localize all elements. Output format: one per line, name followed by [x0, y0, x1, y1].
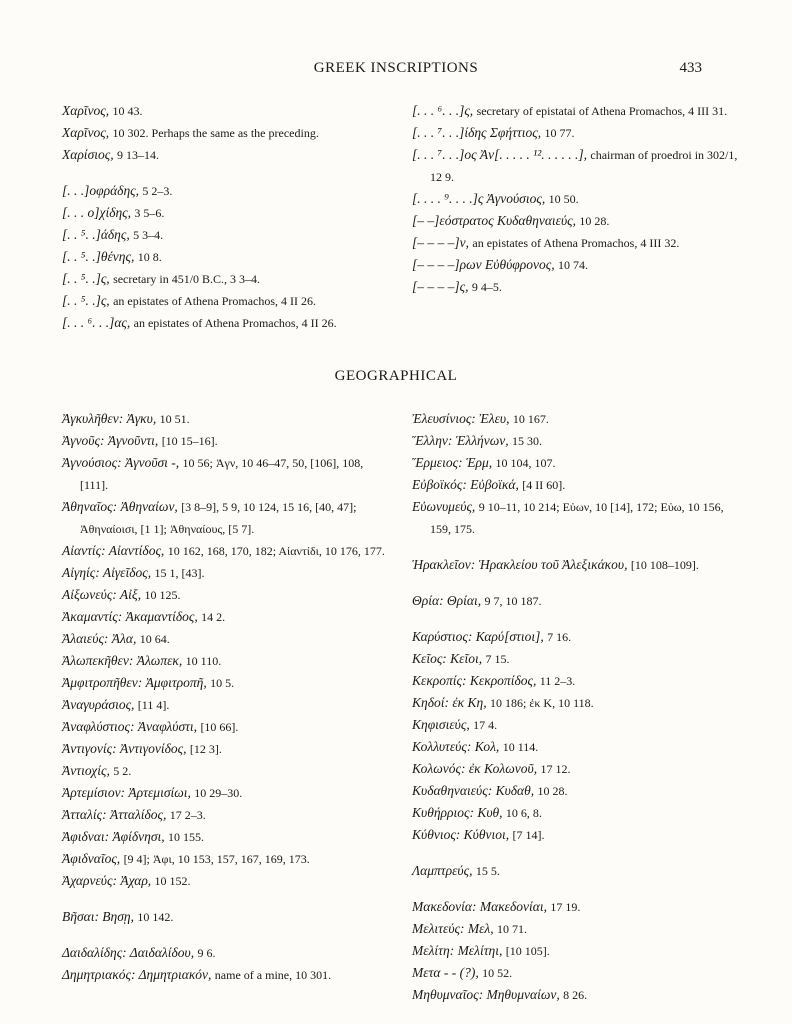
index-entry	[412, 210, 742, 232]
entry-headword: Ἀρτεμίσιον: Ἀρτεμισίωι,	[62, 785, 191, 800]
entry-headword: Κυθήρριος: Κυθ,	[412, 805, 503, 820]
entry-headword: [. . ⁵. .]θένης,	[62, 249, 135, 264]
index-entry	[62, 246, 392, 268]
entry-headword: Χαρῖνος,	[62, 125, 110, 140]
section-heading-geographical: GEOGRAPHICAL	[334, 368, 458, 384]
index-entry	[62, 496, 392, 540]
entry-reference: secretary of epistatai of Athena Promachos, 4 III 31.	[476, 104, 728, 118]
entry-reference: 10 29–30.	[194, 786, 243, 800]
index-entry	[62, 964, 392, 986]
entry-headword: Ἀλωπεκῆθεν: Ἀλωπεκ,	[62, 653, 183, 668]
entry-reference: 10 162, 168, 170, 182; Αἰαντίδι, 10 176, 177.	[167, 544, 385, 558]
entry-headword: Μελίτη: Μελίτηι,	[412, 943, 503, 958]
index-entry	[62, 540, 392, 562]
geographical-left-column	[62, 408, 392, 986]
entry-reference: 10 51.	[159, 412, 190, 426]
index-entry	[62, 906, 392, 928]
entry-headword: Κολλυτεύς: Κολ,	[412, 739, 500, 754]
index-entry	[62, 606, 392, 628]
entry-reference: [12 3].	[189, 742, 222, 756]
entry-headword: Ἀφιδναῖος,	[62, 851, 121, 866]
entry-reference: 14 2.	[201, 610, 226, 624]
index-entry	[62, 826, 392, 848]
entry-reference: 5 2.	[113, 764, 132, 778]
index-entry	[62, 100, 392, 122]
entry-headword: Κύθνιος: Κύθνιοι,	[412, 827, 510, 842]
entry-headword: Κυδαθηναιεύς: Κυδαθ,	[412, 783, 535, 798]
index-entry	[412, 430, 742, 452]
entry-headword: Ἀντιοχίς,	[62, 763, 110, 778]
entry-headword: [. . . ⁶. . .]ς,	[412, 103, 474, 118]
entry-reference: 10 125.	[144, 588, 181, 602]
index-entry	[412, 474, 742, 496]
index-entry	[62, 804, 392, 826]
page-number: 433	[679, 60, 702, 76]
entry-headword: Ἀφιδναι: Ἀφίδνησι,	[62, 829, 165, 844]
entry-headword: [. . . ο]χίδης,	[62, 205, 132, 220]
entry-headword: [. . . ⁷. . .]ος Ἀν[. . . . . ¹². . . . . .],	[412, 147, 588, 162]
entry-reference: 10 110.	[185, 654, 222, 668]
entry-headword: Εὐωνυμεύς,	[412, 499, 476, 514]
entry-reference: 10 167.	[512, 412, 549, 426]
entry-headword: Κολωνός: ἐκ Κολωνοῦ,	[412, 761, 538, 776]
entry-reference: secretary in 451/0 B.C., 3 3–4.	[113, 272, 261, 286]
index-entry	[62, 202, 392, 224]
entry-headword: Δαιδαλίδης: Δαιδαλίδου,	[62, 945, 195, 960]
entry-reference: name of a mine, 10 301.	[214, 968, 332, 982]
entry-reference: 17 19.	[550, 900, 581, 914]
index-entry	[62, 268, 392, 290]
index-entry	[62, 452, 392, 496]
entry-reference: 10 6, 8.	[505, 806, 542, 820]
entry-headword: Αἰαντίς: Αἰαντίδος,	[62, 543, 165, 558]
index-entry	[412, 824, 742, 846]
entry-headword: [– – – –]ς,	[412, 279, 469, 294]
entry-headword: Ἀθηναῖος: Ἀθηναίων,	[62, 499, 178, 514]
index-entry	[62, 290, 392, 312]
index-entry	[62, 694, 392, 716]
index-entry	[412, 144, 742, 188]
index-entry	[412, 736, 742, 758]
entry-reference: [10 105].	[505, 944, 550, 958]
entry-reference: 9 13–14.	[116, 148, 159, 162]
index-entry	[412, 692, 742, 714]
entry-reference: 3 5–6.	[134, 206, 165, 220]
entry-reference: [7 14].	[512, 828, 545, 842]
index-entry	[62, 628, 392, 650]
entry-headword: Ἀναγυράσιος,	[62, 697, 135, 712]
entry-reference: [11 4].	[137, 698, 170, 712]
entry-headword: Αἰγηίς: Αἰγεῖδος,	[62, 565, 152, 580]
entry-reference: [10 15–16].	[161, 434, 218, 448]
entry-headword: Βῆσαι: Βησῃ,	[62, 909, 134, 924]
entry-reference: 9 7, 10 187.	[484, 594, 542, 608]
index-entry	[62, 650, 392, 672]
entry-reference: 15 5.	[475, 864, 500, 878]
entry-headword: [. . ⁵. .]άδης,	[62, 227, 130, 242]
entry-headword: Καρύστιος: Καρύ[στιοι],	[412, 629, 544, 644]
entry-headword: Ἀμφιτροπῆθεν: Ἀμφιτροπῆ,	[62, 675, 207, 690]
entry-headword: Μελιτεύς: Μελ,	[412, 921, 494, 936]
personal-names-right-column	[412, 100, 742, 298]
entry-headword: Ἐλευσίνιος: Ἐλευ,	[412, 411, 510, 426]
entry-headword: Μηθυμναῖος: Μηθυμναίων,	[412, 987, 560, 1002]
index-entry	[412, 408, 742, 430]
entry-reference: 10 71.	[497, 922, 528, 936]
entry-headword: Ἀλαιεύς: Ἀλα,	[62, 631, 137, 646]
entry-reference: 5 3–4.	[133, 228, 164, 242]
entry-reference: 10 104, 107.	[495, 456, 556, 470]
index-entry	[412, 590, 742, 612]
index-entry	[62, 716, 392, 738]
index-entry	[62, 782, 392, 804]
entry-reference: [10 108–109].	[630, 558, 699, 572]
entry-reference: 10 28.	[579, 214, 610, 228]
entry-headword: Κηφισιεύς,	[412, 717, 470, 732]
index-entry	[62, 180, 392, 202]
entry-headword: Ἀναφλύστιος: Ἀναφλύστι,	[62, 719, 198, 734]
entry-reference: 10 77.	[544, 126, 575, 140]
index-entry	[412, 780, 742, 802]
index-entry	[412, 276, 742, 298]
entry-headword: Χαρῖνος,	[62, 103, 110, 118]
entry-reference: 17 12.	[540, 762, 571, 776]
entry-headword: Αἰξωνεύς: Αἰξ,	[62, 587, 142, 602]
entry-reference: 8 26.	[563, 988, 588, 1002]
entry-reference: an epistates of Athena Promachos, 4 III 32.	[472, 236, 680, 250]
entry-reference: 17 4.	[473, 718, 498, 732]
index-entry	[412, 100, 742, 122]
index-entry	[412, 896, 742, 918]
index-entry	[412, 496, 742, 540]
entry-reference: 10 28.	[537, 784, 568, 798]
index-entry	[412, 962, 742, 984]
entry-reference: 10 50.	[548, 192, 579, 206]
index-entry	[412, 714, 742, 736]
index-entry	[62, 760, 392, 782]
entry-reference: 11 2–3.	[539, 674, 576, 688]
entry-reference: 10 74.	[557, 258, 588, 272]
entry-reference: [9 4]; Ἀφι, 10 153, 157, 167, 169, 173.	[123, 852, 310, 866]
entry-headword: Κεκροπίς: Κεκροπίδος,	[412, 673, 537, 688]
entry-reference: 10 43.	[112, 104, 143, 118]
entry-reference: 10 52.	[482, 966, 513, 980]
entry-headword: Θρία: Θρίαι,	[412, 593, 482, 608]
entry-reference: 9 4–5.	[471, 280, 502, 294]
entry-headword: [. . ⁵. .]ς,	[62, 293, 110, 308]
entry-headword: Κηδοί: ἐκ Κη,	[412, 695, 487, 710]
entry-headword: [– –]εόστρατος Κυδαθηναιεύς,	[412, 213, 577, 228]
entry-headword: Ἕλλην: Ἑλλήνων,	[412, 433, 509, 448]
entry-reference: 10 302. Perhaps the same as the preceding.	[112, 126, 319, 140]
entry-reference: 10 142.	[137, 910, 174, 924]
entry-headword: [– – – –]ρων Εὐθύφρονος,	[412, 257, 555, 272]
index-entry	[62, 122, 392, 144]
entry-reference: 9 10–11, 10 214; Εὐων, 10 [14], 172; Εὐω, 10 156, 159, 175.	[430, 500, 724, 536]
entry-reference: 17 2–3.	[169, 808, 206, 822]
entry-headword: Ἀχαρνεύς: Ἀχαρ,	[62, 873, 152, 888]
entry-reference: 9 6.	[197, 946, 216, 960]
entry-headword: Ἡρακλεῖον: Ἡρακλείου τοῦ Ἀλεξικάκου,	[412, 557, 628, 572]
index-entry	[412, 122, 742, 144]
index-entry	[62, 430, 392, 452]
entry-reference: [4 II 60].	[522, 478, 566, 492]
entry-headword: Εὐβοϊκός: Εὐβοϊκά,	[412, 477, 519, 492]
index-entry	[62, 562, 392, 584]
index-entry	[412, 626, 742, 648]
index-entry	[412, 984, 742, 1006]
index-entry	[412, 918, 742, 940]
index-entry	[62, 738, 392, 760]
entry-headword: Ἀγκυλῆθεν: Ἀγκυ,	[62, 411, 157, 426]
index-entry	[62, 224, 392, 246]
entry-reference: 7 15.	[485, 652, 510, 666]
index-entry	[62, 870, 392, 892]
index-entry	[412, 554, 742, 576]
entry-reference: 15 1, [43].	[154, 566, 205, 580]
entry-headword: [– – – –]ν,	[412, 235, 469, 250]
entry-headword: Ἀγνούσιος: Ἀγνοῦσι -,	[62, 455, 180, 470]
entry-reference: an epistates of Athena Promachos, 4 II 26.	[113, 294, 317, 308]
entry-headword: Μακεδονία: Μακεδονίαι,	[412, 899, 547, 914]
entry-reference: 5 2–3.	[142, 184, 173, 198]
entry-reference: 10 64.	[139, 632, 170, 646]
entry-reference: 10 8.	[137, 250, 162, 264]
index-entry	[62, 408, 392, 430]
entry-headword: Κεῖος: Κεῖοι,	[412, 651, 483, 666]
entry-headword: Λαμπτρεύς,	[412, 863, 473, 878]
entry-reference: 10 56; Ἀγν, 10 46–47, 50, [106], 108, [111].	[80, 456, 364, 492]
entry-headword: Ἀκαμαντίς: Ἀκαμαντίδος,	[62, 609, 198, 624]
entry-reference: 10 186; ἐκ Κ, 10 118.	[489, 696, 594, 710]
entry-headword: [. . ⁵. .]ς,	[62, 271, 110, 286]
entry-reference: 10 5.	[210, 676, 235, 690]
index-entry	[62, 942, 392, 964]
entry-reference: [3 8–9], 5 9, 10 124, 15 16, [40, 47]; Ἀθηναίοισι, [1 1]; Ἀθηναίους, [5 7].	[80, 500, 357, 536]
personal-names-left-column	[62, 100, 392, 334]
entry-headword: Ἀτταλίς: Ἀτταλίδος,	[62, 807, 167, 822]
entry-headword: Χαρίσιος,	[62, 147, 114, 162]
index-entry	[412, 648, 742, 670]
index-entry	[412, 232, 742, 254]
entry-headword: [. . . ⁶. . .]ας,	[62, 315, 131, 330]
entry-reference: 7 16.	[547, 630, 572, 644]
entry-reference: 10 155.	[168, 830, 205, 844]
geographical-right-column	[412, 408, 742, 1006]
entry-reference: 10 152.	[154, 874, 191, 888]
entry-headword: [. . . . ⁹. . . .]ς Ἀγνούσιος,	[412, 191, 546, 206]
running-title: GREEK INSCRIPTIONS	[313, 60, 479, 76]
entry-headword: Δημητριακός: Δημητριακόν,	[62, 967, 212, 982]
entry-headword: Ἀγνοῦς: Ἀγνοῦντι,	[62, 433, 159, 448]
index-entry	[62, 672, 392, 694]
index-entry	[412, 254, 742, 276]
entry-reference: 10 114.	[502, 740, 539, 754]
entry-reference: an epistates of Athena Promachos, 4 II 26.	[133, 316, 337, 330]
entry-reference: 15 30.	[512, 434, 543, 448]
index-entry	[412, 188, 742, 210]
index-entry	[412, 802, 742, 824]
entry-headword: [. . .]οφράδης,	[62, 183, 139, 198]
index-entry	[62, 144, 392, 166]
entry-reference: [10 66].	[200, 720, 239, 734]
index-entry	[412, 452, 742, 474]
page-header	[0, 60, 792, 84]
index-entry	[412, 758, 742, 780]
index-entry	[62, 312, 392, 334]
entry-headword: Μετα - - (?),	[412, 965, 479, 980]
entry-headword: Ἀντιγονίς: Ἀντιγονίδος,	[62, 741, 187, 756]
index-entry	[412, 670, 742, 692]
index-entry	[412, 940, 742, 962]
entry-headword: [. . . ⁷. . .]ίδης Σφήττιος,	[412, 125, 542, 140]
index-entry	[412, 860, 742, 882]
index-entry	[62, 848, 392, 870]
entry-headword: Ἕρμειος: Ἑρμ,	[412, 455, 493, 470]
entry-reference: chairman of proedroi in 302/1, 12 9.	[430, 148, 738, 184]
index-entry	[62, 584, 392, 606]
